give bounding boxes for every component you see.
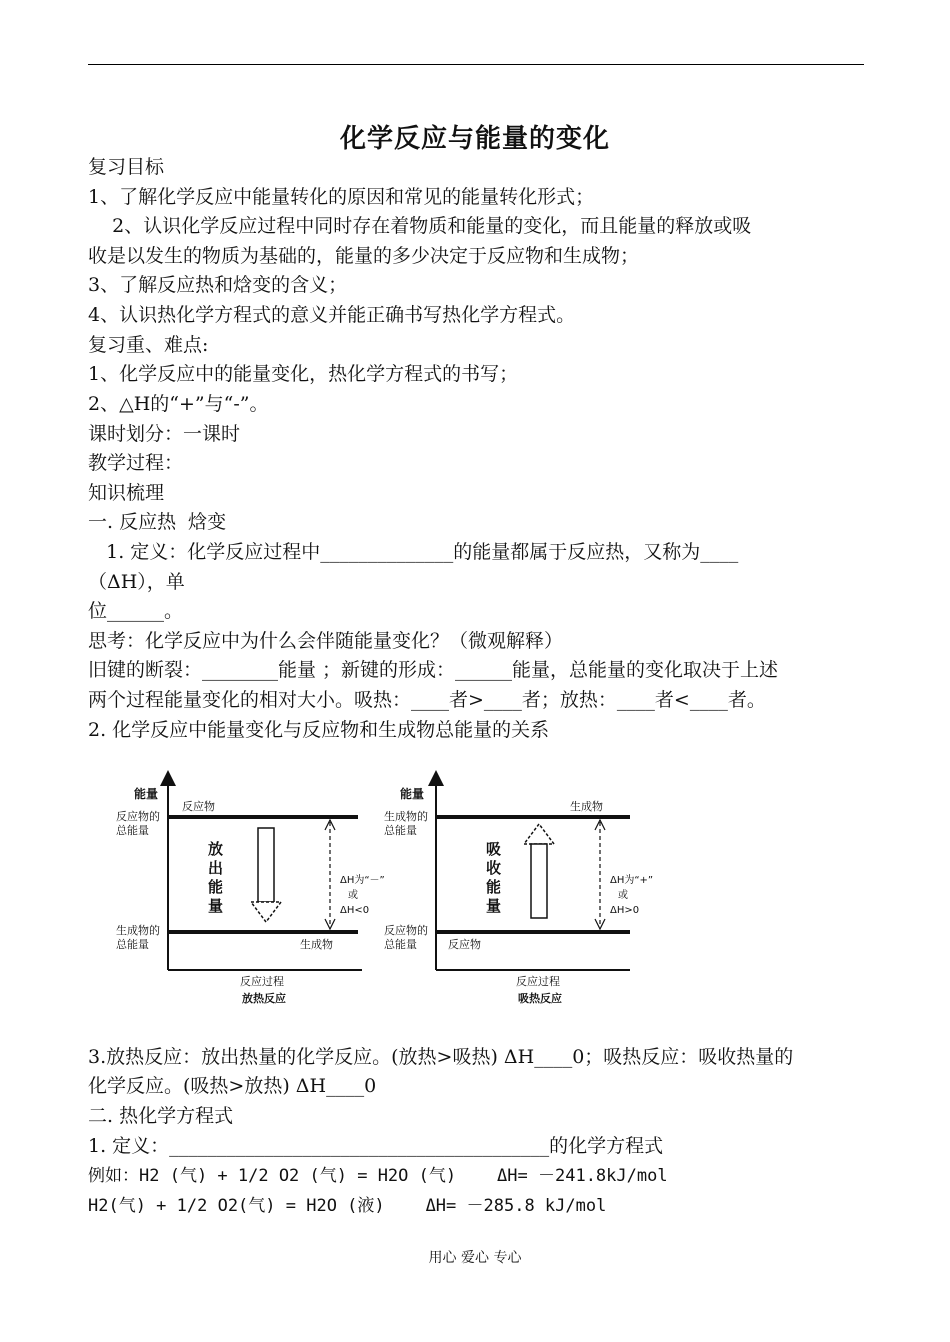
text-line: 教学过程： [88, 452, 184, 474]
svg-text:总能量: 总能量 [116, 824, 149, 837]
text-line: 3、了解反应热和焓变的含义； [88, 274, 348, 296]
text-line: 复习目标 [88, 156, 165, 178]
section-heading: 一. 反应热 焓变 [88, 511, 227, 533]
text-line: 课时划分：一课时 [88, 423, 241, 445]
energy-diagrams [0, 760, 950, 1020]
text-line: 化学反应。(吸热>放热) ΔH____0 [88, 1075, 377, 1097]
svg-text:出: 出 [208, 859, 224, 877]
svg-text:量: 量 [208, 897, 224, 915]
y-axis-label: 能量 [134, 787, 159, 801]
svg-text:或: 或 [618, 890, 628, 901]
page-title: 化学反应与能量的变化 [339, 124, 610, 154]
text-line: （ΔH），单 [88, 571, 185, 593]
exothermic-diagram [116, 778, 385, 1005]
text-line: 复习重、难点: [88, 334, 209, 356]
text-line: 1. 定义：________________________________________的化学方程式 [88, 1135, 664, 1157]
diagram-caption: 放热反应 [242, 992, 286, 1005]
svg-text:收: 收 [486, 859, 502, 877]
text-line: 1、了解化学反应中能量转化的原因和常见的能量转化形式； [88, 186, 595, 208]
diagram-caption: 吸热反应 [518, 992, 562, 1005]
arrow-text: 吸 [486, 840, 502, 858]
text-line: 知识梳理 [88, 482, 165, 504]
text-line: 2. 化学反应中能量变化与反应物和生成物总能量的关系 [88, 719, 550, 741]
header-rule [88, 64, 864, 65]
text-line: 1、化学反应中的能量变化，热化学方程式的书写； [88, 363, 519, 385]
text-line: 3.放热反应：放出热量的化学反应。(放热>吸热) ΔH____0；吸热反应：吸收热量的 [88, 1046, 794, 1068]
text-line: 4、认识热化学方程式的意义并能正确书写热化学方程式。 [88, 304, 576, 326]
arrow-text: 放 [208, 840, 224, 858]
bottom-left-label: 反应物的 [384, 924, 428, 937]
equation-line: H2(气) + 1/2 O2(气) = H2O (液) ΔH= －285.8 kJ/mol [88, 1196, 607, 1216]
text-line: 2、认识化学反应过程中同时存在着物质和能量的变化，而且能量的释放或吸 [88, 215, 752, 237]
bottom-line-label: 生成物 [300, 938, 333, 951]
page-footer: 用心 爱心 专心 [428, 1250, 522, 1266]
section-heading: 二. 热化学方程式 [88, 1105, 234, 1127]
bottom-left-label: 生成物的 [116, 924, 160, 937]
endothermic-diagram [384, 778, 653, 1005]
text-line: 位______。 [88, 600, 184, 622]
text-line: 2、△H的“+”与“-”。 [88, 393, 269, 415]
svg-text:能: 能 [486, 878, 502, 896]
top-left-label: 反应物的 [116, 810, 160, 823]
text-line: 两个过程能量变化的相对大小。吸热：____者>____者；放热：____者<____者。 [88, 689, 766, 711]
top-line-label: 反应物 [182, 800, 215, 813]
delta-h-text: ΔH为“－” [340, 875, 385, 886]
equation-line: 例如：H2 (气) + 1/2 O2 (气) = H2O (气) ΔH= －241.8kJ/mol [88, 1166, 668, 1186]
text-line: 1. 定义：化学反应过程中______________的能量都属于反应热，又称为____ [88, 541, 739, 563]
text-line: 思考：化学反应中为什么会伴随能量变化？（微观解释） [88, 630, 564, 652]
delta-h-text: ΔH为“+” [610, 875, 654, 886]
svg-text:能: 能 [208, 878, 224, 896]
text-line: 收是以发生的物质为基础的，能量的多少决定于反应物和生成物； [88, 245, 640, 267]
y-axis-label: 能量 [400, 787, 425, 801]
svg-text:或: 或 [348, 890, 358, 901]
svg-text:量: 量 [486, 897, 502, 915]
bottom-line-label: 反应物 [448, 938, 481, 951]
text-line: 旧键的断裂：________能量 ；新键的形成：______能量，总能量的变化取决于上述 [88, 659, 779, 681]
svg-text:ΔH>0: ΔH>0 [610, 905, 640, 916]
x-axis-label: 反应过程 [240, 975, 284, 988]
top-line-label: 生成物 [570, 800, 603, 813]
svg-text:总能量: 总能量 [116, 938, 149, 951]
svg-text:总能量: 总能量 [384, 938, 417, 951]
svg-text:ΔH<0: ΔH<0 [340, 905, 370, 916]
svg-text:总能量: 总能量 [384, 824, 417, 837]
top-left-label: 生成物的 [384, 810, 428, 823]
x-axis-label: 反应过程 [516, 975, 560, 988]
